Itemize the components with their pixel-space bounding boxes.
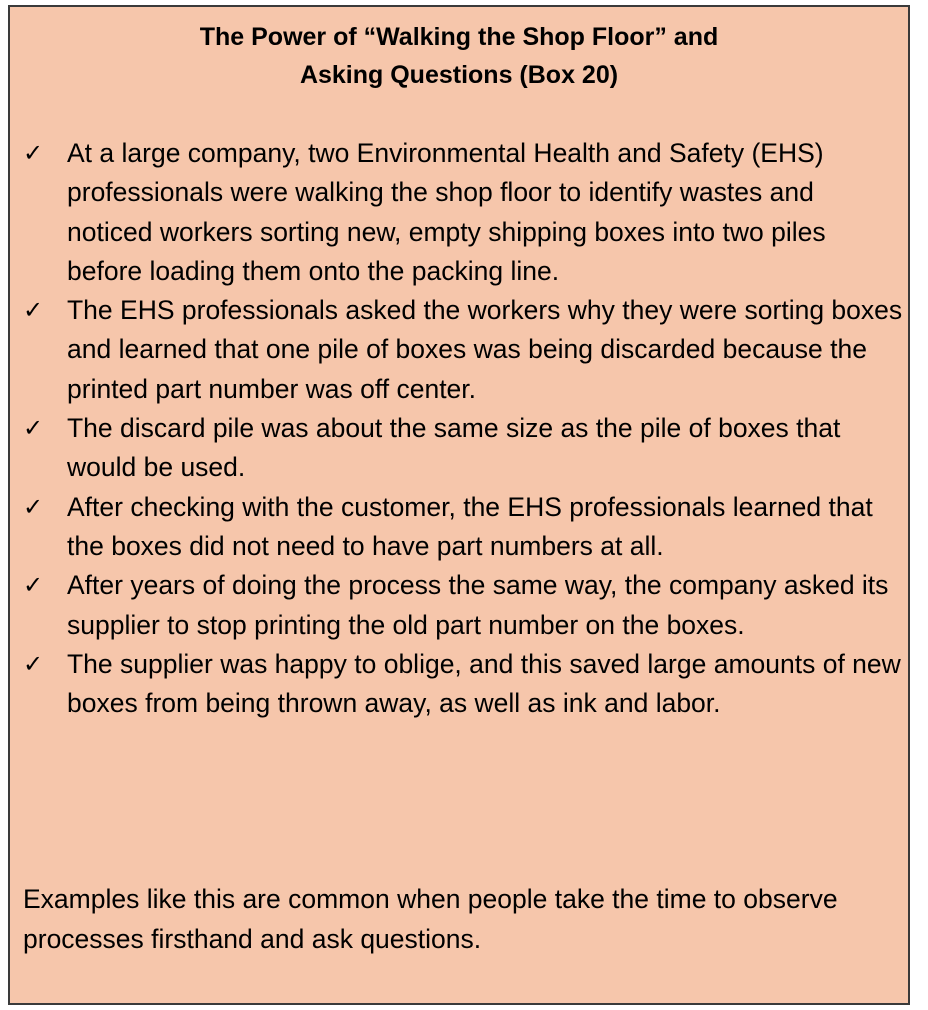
box-title-line-2: Asking Questions (Box 20)	[299, 61, 619, 89]
checkmark-icon: ✓	[23, 650, 44, 678]
box-title-line-1: The Power of “Walking the Shop Floor” and	[199, 23, 719, 51]
checklist-item-text: At a large company, two Environmental Health and Safety (EHS) professionals were walking the shop floor to identify wastes and noticed workers sorting new, empty shipping boxes into two piles before loading them onto the packing line.	[67, 138, 826, 286]
checklist-item-text: After years of doing the process the same way, the company asked its supplier to stop printing the old part number on the boxes.	[67, 570, 889, 640]
checklist-item	[23, 488, 903, 567]
checkmark-icon: ✓	[23, 415, 44, 443]
checklist-item	[23, 409, 903, 488]
checklist-item-text: After checking with the customer, the EHS professionals learned that the boxes did not need to have part numbers at all.	[67, 491, 873, 561]
checklist-item	[23, 291, 903, 409]
checkmark-icon: ✓	[23, 572, 44, 600]
checklist-item-text: The discard pile was about the same size as the pile of boxes that would be used.	[67, 413, 841, 483]
checklist-item-text: The supplier was happy to oblige, and this saved large amounts of new boxes from being thrown away, as well as ink and labor.	[67, 648, 901, 719]
checkmark-icon: ✓	[23, 140, 44, 167]
checklist	[23, 134, 903, 723]
checkmark-icon: ✓	[23, 493, 44, 521]
checklist-item	[23, 566, 903, 645]
callout-box	[8, 5, 910, 1005]
checklist-item-text: The EHS professionals asked the workers why they were sorting boxes and learned that one pile of boxes was being discarded because the printed part number was off center.	[67, 295, 903, 404]
closing-paragraph: Examples like this are common when people take the time to observe processes firsthand and ask questions.	[23, 884, 838, 954]
checkmark-icon: ✓	[23, 297, 44, 325]
checklist-item	[23, 134, 903, 291]
checklist-item	[23, 645, 903, 724]
box-title	[10, 7, 908, 94]
